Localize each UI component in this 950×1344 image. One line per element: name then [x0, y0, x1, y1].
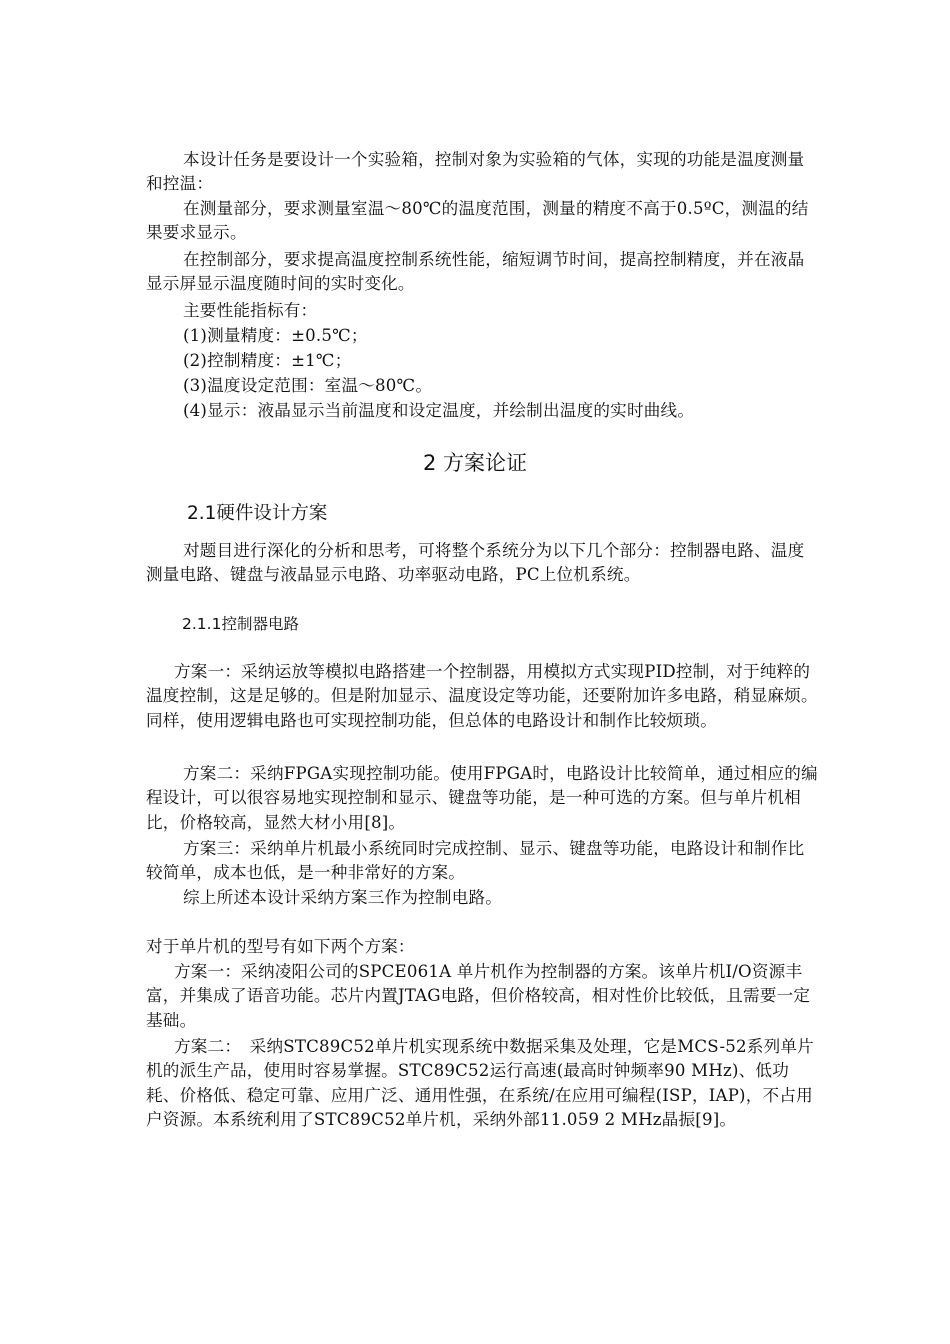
intro-paragraph-task: 本设计任务是要设计一个实验箱，控制对象为实验箱的气体，实现的功能是温度测量和控温： — [146, 150, 805, 194]
intro-paragraph-control: 在控制部分，要求提高温度控制系统性能，缩短调节时间，提高控制精度，并在液晶显示屏显示温度随时间的实时变化。 — [146, 250, 805, 294]
mcu-plan-two-paragraph: 方案二： 采纳STC89C52单片机实现系统中数据采集及处理，它是MCS-52系列单片机的派生产品，使用时容易掌握。STC89C52运行高速(最高时钟频率90 MHz)、低功耗、价格低、稳定可靠、应用广泛、通用性强，在系统/在应用可编程(ISP，IAP)，不占用户资源。本系统利用了STC89C52单片机，采纳外部11.059 2 MHz晶振[9]。 — [146, 1037, 814, 1130]
subsection-heading: 2.1硬件设计方案 — [187, 503, 328, 524]
plan-three-paragraph: 方案三：采纳单片机最小系统同时完成控制、显示、键盘等功能，电路设计和制作比较简单，成本也低，是一种非常好的方案。 — [146, 839, 805, 883]
subsubsection-heading: 2.1.1控制器电路 — [182, 615, 299, 633]
spec-item: (4)显示：液晶显示当前温度和设定温度，并绘制出温度的实时曲线。 — [183, 401, 695, 420]
spec-item: (2)控制精度：±1℃； — [183, 351, 352, 370]
section-heading: 2 方案论证 — [422, 451, 528, 475]
intro-paragraph-spec-heading: 主要性能指标有： — [183, 301, 318, 320]
intro-paragraph-measure: 在测量部分，要求测量室温～80℃的温度范围，测量的精度不高于0.5ºC，测温的结果要求显示。 — [146, 199, 809, 243]
spec-item: (1)测量精度：±0.5℃； — [183, 326, 368, 345]
plan-one-paragraph: 方案一：采纳运放等模拟电路搭建一个控制器，用模拟方式实现PID控制，对于纯粹的温度控制，这是足够的。但是附加显示、温度设定等功能，还要附加许多电路，稍显麻烦。同样，使用逻辑电路也可实现控制功能，但总体的电路设计和制作比较烦琐。 — [146, 662, 818, 730]
mcu-intro-paragraph: 对于单片机的型号有如下两个方案： — [146, 937, 415, 956]
spec-item: (3)温度设定范围：室温～80℃。 — [183, 376, 433, 395]
plan-two-paragraph: 方案二：采纳FPGA实现控制功能。使用FPGA时，电路设计比较简单，通过相应的编程设计，可以很容易地实现控制和显示、键盘等功能，是一种可选的方案。但与单片机相比，价格较高，显然大材小用[8]。 — [146, 764, 818, 832]
mcu-plan-one-paragraph: 方案一：采纳凌阳公司的SPCE061A 单片机作为控制器的方案。该单片机I/O资源丰富，并集成了语音功能。芯片内置JTAG电路，但价格较高，相对性价比较低，且需要一定基础。 — [146, 962, 811, 1030]
conclusion-paragraph: 综上所述本设计采纳方案三作为控制电路。 — [183, 888, 503, 907]
subsection-paragraph: 对题目进行深化的分析和思考，可将整个系统分为以下几个部分：控制器电路、温度测量电路、键盘与液晶显示电路、功率驱动电路，PC上位机系统。 — [146, 541, 805, 585]
